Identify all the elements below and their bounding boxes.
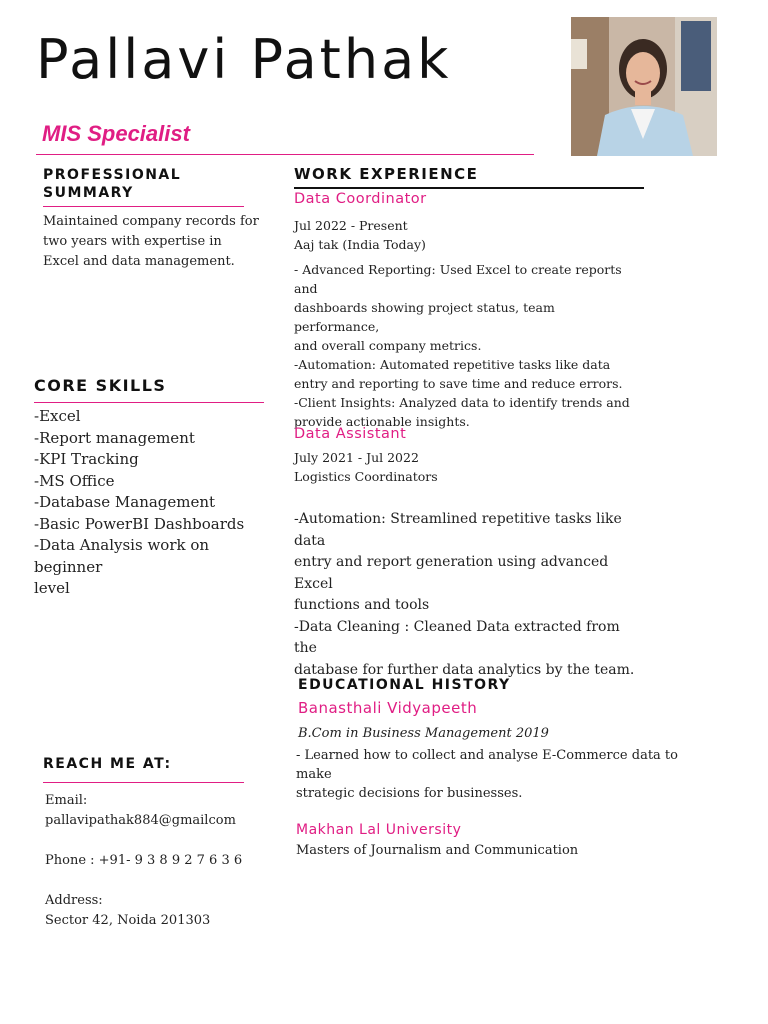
job-dates: Jul 2022 - Present [294, 218, 408, 233]
school-details: - Learned how to collect and analyse E-Commerce data to make strategic decisions for businesses. [296, 748, 678, 801]
contact-heading: REACH ME AT: [43, 756, 172, 772]
contact-divider [43, 782, 244, 783]
school-name: Makhan Lal University [296, 822, 462, 838]
candidate-name: Pallavi Pathak [36, 28, 452, 91]
skills-list [34, 406, 274, 600]
skill-item: -Report management [34, 428, 195, 447]
school-degree: Masters of Journalism and Communication [296, 843, 579, 858]
address-value: Sector 42, Noida 201303 [45, 913, 211, 928]
title-divider [36, 154, 534, 155]
experience-divider [294, 187, 644, 189]
job-role: Data Assistant [294, 426, 407, 442]
skill-item: -Basic PowerBI Dashboards [34, 514, 245, 533]
skill-item: -Excel [34, 407, 81, 425]
skills-divider [34, 402, 264, 403]
contact-block [45, 791, 242, 931]
skill-item: -Data Analysis work on beginner level [34, 536, 210, 597]
summary-heading: PROFESSIONAL SUMMARY [43, 167, 182, 201]
phone-value[interactable]: Phone : +91- 9 3 8 9 2 7 6 3 6 [45, 853, 243, 868]
job-details: -Automation: Streamlined repetitive tasks like data entry and report generation using advanced Excel functions and tools -Data Cleaning : Cleaned Data extracted from the database for further data analytics by the team. [294, 511, 635, 678]
school-degree: B.Com in Business Management 2019 [298, 726, 549, 741]
job-company: Logistics Coordinators [294, 469, 438, 484]
job-dates: July 2021 - Jul 2022 [294, 450, 419, 465]
job-role: Data Coordinator [294, 191, 427, 207]
profile-photo [571, 17, 717, 156]
skill-item: -KPI Tracking [34, 450, 139, 468]
skills-heading: CORE SKILLS [34, 376, 167, 395]
experience-heading: WORK EXPERIENCE [294, 165, 479, 183]
school-name: Banasthali Vidyapeeth [298, 699, 478, 717]
email-value[interactable]: pallavipathak884@gmailcom [45, 813, 236, 828]
summary-divider [43, 206, 244, 207]
skill-item: -Database Management [34, 493, 216, 511]
email-label: Email: [45, 793, 88, 808]
education-heading: EDUCATIONAL HISTORY [298, 677, 511, 693]
address-label: Address: [45, 893, 103, 908]
summary-text: Maintained company records for two years with expertise in Excel and data management. [43, 214, 259, 269]
job-details: - Advanced Reporting: Used Excel to create reports and dashboards showing project status, team performance, and overall company metrics. -Automation: Automated repetitive tasks like data entry and reporting to save time and reduce errors. -Client Insights: Analyzed data to identify trends and provide actionable insights. [294, 262, 630, 429]
job-company: Aaj tak (India Today) [294, 237, 426, 252]
skill-item: -MS Office [34, 471, 115, 490]
job-title: MIS Specialist [42, 121, 190, 146]
